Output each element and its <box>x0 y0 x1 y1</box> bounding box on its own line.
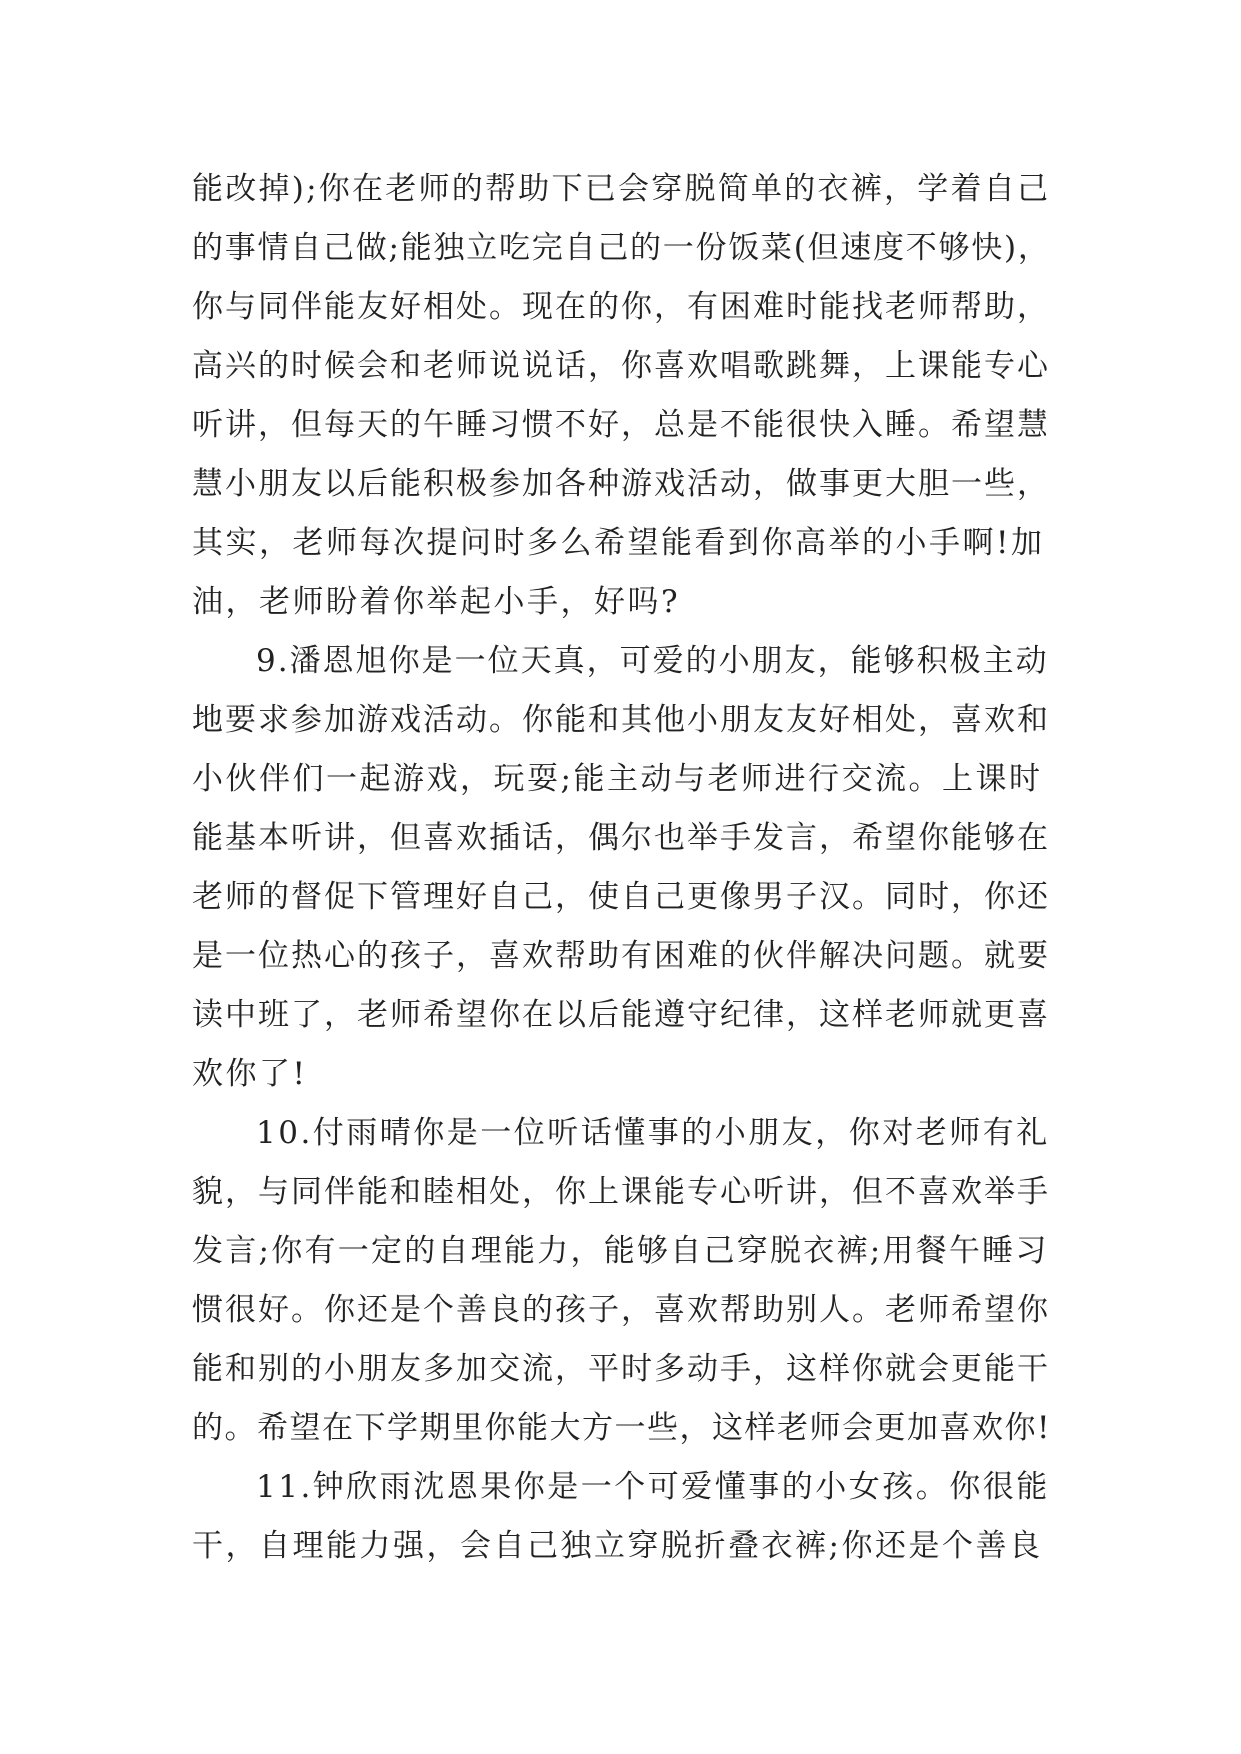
text-line: 能和别的小朋友多加交流，平时多动手，这样你就会更能干 <box>192 1351 1050 1387</box>
text-line: 的。希望在下学期里你能大方一些，这样老师会更加喜欢你! <box>192 1410 1051 1446</box>
paragraph-first-line: 11.钟欣雨沈恩果你是一个可爱懂事的小女孩。你很能 <box>256 1469 1050 1505</box>
body-text <box>192 160 1054 1576</box>
text-line: 油，老师盼着你举起小手，好吗? <box>192 584 681 620</box>
paragraph-first-line: 10.付雨晴你是一位听话懂事的小朋友，你对老师有礼 <box>256 1115 1050 1151</box>
text-line: 听讲，但每天的午睡习惯不好，总是不能很快入睡。希望慧 <box>192 407 1050 443</box>
text-line: 你与同伴能友好相处。现在的你，有困难时能找老师帮助， <box>192 289 1050 325</box>
text-line: 能基本听讲，但喜欢插话，偶尔也举手发言，希望你能够在 <box>192 820 1050 856</box>
text-line: 老师的督促下管理好自己，使自己更像男子汉。同时，你还 <box>192 879 1050 915</box>
text-line: 小伙伴们一起游戏，玩耍;能主动与老师进行交流。上课时 <box>192 761 1043 797</box>
text-line: 欢你了! <box>192 1056 308 1092</box>
text-line: 的事情自己做;能独立吃完自己的一份饭菜(但速度不够快)， <box>192 230 1051 266</box>
text-line: 貌，与同伴能和睦相处，你上课能专心听讲，但不喜欢举手 <box>192 1174 1050 1210</box>
text-line: 高兴的时候会和老师说说话，你喜欢唱歌跳舞，上课能专心 <box>192 348 1050 384</box>
text-line: 干，自理能力强，会自己独立穿脱折叠衣裤;你还是个善良 <box>192 1528 1043 1564</box>
text-line: 发言;你有一定的自理能力，能够自己穿脱衣裤;用餐午睡习 <box>192 1233 1049 1269</box>
text-line: 地要求参加游戏活动。你能和其他小朋友友好相处，喜欢和 <box>192 702 1050 738</box>
text-line: 其实，老师每次提问时多么希望能看到你高举的小手啊!加 <box>192 525 1045 561</box>
text-line: 惯很好。你还是个善良的孩子，喜欢帮助别人。老师希望你 <box>192 1292 1050 1328</box>
text-line: 慧小朋友以后能积极参加各种游戏活动，做事更大胆一些， <box>192 466 1050 502</box>
text-line: 能改掉);你在老师的帮助下已会穿脱简单的衣裤，学着自己 <box>192 171 1051 207</box>
text-line: 读中班了，老师希望你在以后能遵守纪律，这样老师就更喜 <box>192 997 1050 1033</box>
text-line: 是一位热心的孩子，喜欢帮助有困难的伙伴解决问题。就要 <box>192 938 1050 974</box>
paragraph-first-line: 9.潘恩旭你是一位天真，可爱的小朋友，能够积极主动 <box>256 643 1049 679</box>
